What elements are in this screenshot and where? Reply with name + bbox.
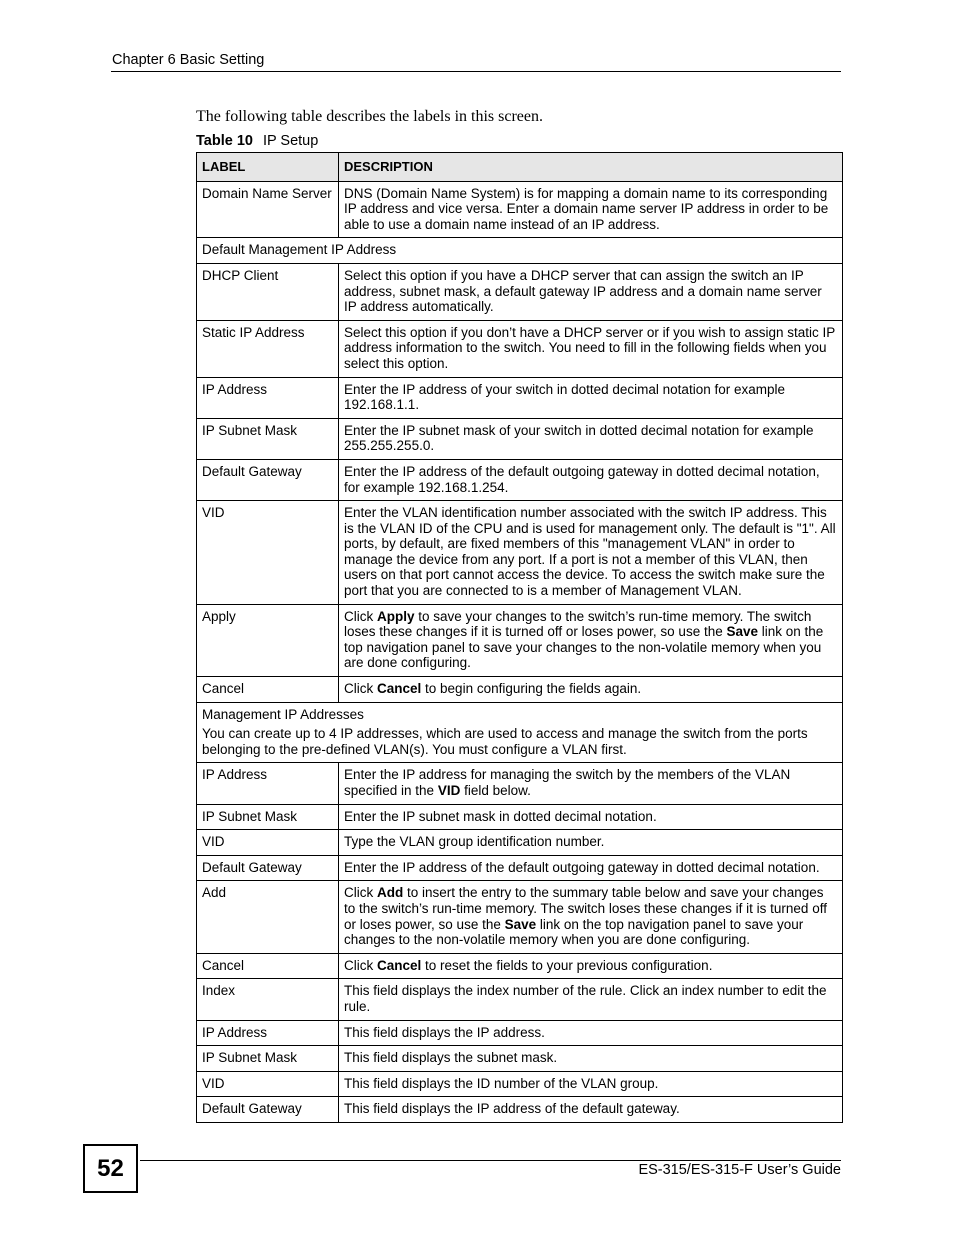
row-description bbox=[339, 881, 843, 953]
bold-term: Cancel bbox=[377, 957, 422, 973]
row-label: Add bbox=[197, 881, 339, 953]
row-description bbox=[339, 501, 843, 605]
table-title: IP Setup bbox=[262, 133, 319, 149]
column-header-label: LABEL bbox=[197, 153, 339, 182]
row-description bbox=[339, 953, 843, 979]
description-text: Enter the IP address of the default outgoing gateway in dotted decimal notation. bbox=[344, 859, 820, 875]
table-row bbox=[197, 604, 843, 676]
description-text: Click bbox=[344, 608, 377, 624]
table-row bbox=[197, 181, 843, 238]
table-row bbox=[197, 459, 843, 500]
row-description bbox=[339, 804, 843, 830]
description-text: This field displays the IP address of the default gateway. bbox=[344, 1101, 680, 1117]
row-description bbox=[339, 459, 843, 500]
header-divider bbox=[111, 71, 841, 72]
description-text: Type the VLAN group identification number. bbox=[344, 834, 605, 850]
row-label: IP Subnet Mask bbox=[197, 804, 339, 830]
ip-setup-table bbox=[196, 152, 843, 1123]
row-label: Static IP Address bbox=[197, 320, 339, 377]
guide-title: ES-315/ES-315-F User’s Guide bbox=[638, 1162, 841, 1178]
row-description bbox=[339, 418, 843, 459]
row-description bbox=[339, 604, 843, 676]
table-row bbox=[197, 881, 843, 953]
row-label: Default Gateway bbox=[197, 1097, 339, 1123]
row-description bbox=[339, 677, 843, 703]
table-row bbox=[197, 501, 843, 605]
description-text: This field displays the ID number of the VLAN group. bbox=[344, 1075, 659, 1091]
bold-term: Add bbox=[377, 885, 404, 901]
row-label: IP Subnet Mask bbox=[197, 1046, 339, 1072]
table-row bbox=[197, 1046, 843, 1072]
row-description bbox=[339, 1020, 843, 1046]
row-label: IP Address bbox=[197, 1020, 339, 1046]
row-label: Apply bbox=[197, 604, 339, 676]
bold-term: Cancel bbox=[377, 681, 422, 697]
row-label: Cancel bbox=[197, 677, 339, 703]
bold-term: Save bbox=[726, 624, 759, 640]
description-text: Click bbox=[344, 957, 377, 973]
section-description: You can create up to 4 IP addresses, which are used to access and manage the switch from the ports belonging to the pre-defined VLAN(s). You must configure a VLAN first. bbox=[202, 726, 808, 757]
table-row bbox=[197, 953, 843, 979]
bold-term: VID bbox=[437, 783, 461, 798]
table-section-row bbox=[197, 702, 843, 763]
description-text: Click bbox=[344, 681, 377, 697]
section-cell bbox=[197, 238, 843, 264]
row-description bbox=[339, 181, 843, 238]
row-description bbox=[339, 830, 843, 856]
table-number: Table 10 bbox=[196, 133, 253, 149]
row-description bbox=[339, 377, 843, 418]
description-text: Click bbox=[344, 885, 377, 901]
row-label: Index bbox=[197, 979, 339, 1020]
row-label: DHCP Client bbox=[197, 263, 339, 320]
bold-term: Save bbox=[504, 916, 537, 932]
description-text: Enter the IP address of the default outgoing gateway in dotted decimal notation, for example 192.168.1.254. bbox=[344, 463, 820, 495]
row-description bbox=[339, 263, 843, 320]
row-label: VID bbox=[197, 501, 339, 605]
description-text: Select this option if you don’t have a DHCP server or if you wish to assign static IP address information to the switch. You need to fill in the following fields when you select this option. bbox=[344, 324, 835, 371]
description-text: to insert the entry to the summary table below and save your changes to the switch’s run-time memory. The switch loses these changes if it is turned off or loses power, so use the bbox=[344, 885, 827, 932]
description-text: Enter the IP subnet mask of your switch in dotted decimal notation for example 255.255.255.0. bbox=[344, 422, 814, 454]
table-row bbox=[197, 418, 843, 459]
row-label: Domain Name Server bbox=[197, 181, 339, 238]
description-text: link on the top navigation panel to save your changes to the non-volatile memory when you are done configuring. bbox=[344, 916, 804, 948]
row-description bbox=[339, 1071, 843, 1097]
section-title: Default Management IP Address bbox=[202, 242, 397, 258]
table-section-row bbox=[197, 238, 843, 264]
table-row bbox=[197, 804, 843, 830]
page-number: 52 bbox=[83, 1144, 138, 1193]
table-header-row bbox=[197, 153, 843, 182]
row-description bbox=[339, 1097, 843, 1123]
table-row bbox=[197, 320, 843, 377]
row-label: VID bbox=[197, 1071, 339, 1097]
row-description bbox=[339, 979, 843, 1020]
description-text: to save your changes to the switch’s run-time memory. The switch loses these changes if it is turned off or loses power, so use the bbox=[344, 608, 812, 640]
row-label: IP Address bbox=[197, 377, 339, 418]
description-text: This field displays the subnet mask. bbox=[344, 1050, 558, 1066]
table-row bbox=[197, 979, 843, 1020]
description-text: This field displays the IP address. bbox=[344, 1024, 545, 1040]
description-text: to begin configuring the fields again. bbox=[421, 681, 642, 697]
row-label: IP Address bbox=[197, 763, 339, 804]
table-caption bbox=[196, 133, 318, 149]
table-body bbox=[197, 181, 843, 1122]
table-row bbox=[197, 830, 843, 856]
row-label: Default Gateway bbox=[197, 459, 339, 500]
section-cell bbox=[197, 702, 843, 763]
row-label: Default Gateway bbox=[197, 855, 339, 881]
column-header-description: DESCRIPTION bbox=[339, 153, 843, 182]
description-text: Enter the IP address of your switch in dotted decimal notation for example 192.168.1.1. bbox=[344, 381, 785, 413]
row-description bbox=[339, 1046, 843, 1072]
description-text: Select this option if you have a DHCP server that can assign the switch an IP address, subnet mask, a default gateway IP address and a domain name server IP address automatically. bbox=[344, 267, 822, 315]
table-row bbox=[197, 1097, 843, 1123]
running-header: Chapter 6 Basic Setting bbox=[112, 52, 265, 68]
row-description bbox=[339, 855, 843, 881]
row-label: IP Subnet Mask bbox=[197, 418, 339, 459]
description-text: link on the top navigation panel to save your changes to the non-volatile memory when you are done configuring. bbox=[344, 624, 824, 671]
row-description bbox=[339, 763, 843, 804]
table-row bbox=[197, 1020, 843, 1046]
table-row bbox=[197, 855, 843, 881]
row-description bbox=[339, 320, 843, 377]
description-text: This field displays the index number of the rule. Click an index number to edit the rule. bbox=[344, 983, 827, 1014]
table-row bbox=[197, 377, 843, 418]
row-label: Cancel bbox=[197, 953, 339, 979]
section-title: Management IP Addresses bbox=[202, 706, 364, 722]
description-text: DNS (Domain Name System) is for mapping a domain name to its corresponding IP address and vice versa. Enter a domain name server IP address in order to be able to use a domain name instead of an IP address. bbox=[344, 185, 829, 232]
description-text: Enter the IP subnet mask in dotted decimal notation. bbox=[344, 808, 657, 824]
description-text: to reset the fields to your previous configuration. bbox=[421, 957, 713, 973]
bold-term: Apply bbox=[377, 608, 415, 624]
description-text: Enter the VLAN identification number associated with the switch IP address. This is the VLAN ID of the CPU and is used for management only. The default is "1". All ports, by default, are fixed members of this "management VLAN" in order to manage the device from any port. If a port is not a member of this VLAN, then users on that port cannot access the device. To access the switch make sure the port that you are connected to is a member of Management VLAN. bbox=[344, 505, 836, 599]
footer-divider bbox=[140, 1160, 841, 1161]
table-row bbox=[197, 1071, 843, 1097]
table-row bbox=[197, 263, 843, 320]
row-label: VID bbox=[197, 830, 339, 856]
table-row bbox=[197, 677, 843, 703]
description-text: Enter the IP address for managing the switch by the members of the VLAN specified in the bbox=[344, 767, 791, 798]
intro-paragraph: The following table describes the labels in this screen. bbox=[196, 108, 544, 125]
description-text: field below. bbox=[460, 783, 531, 798]
table-row bbox=[197, 763, 843, 804]
